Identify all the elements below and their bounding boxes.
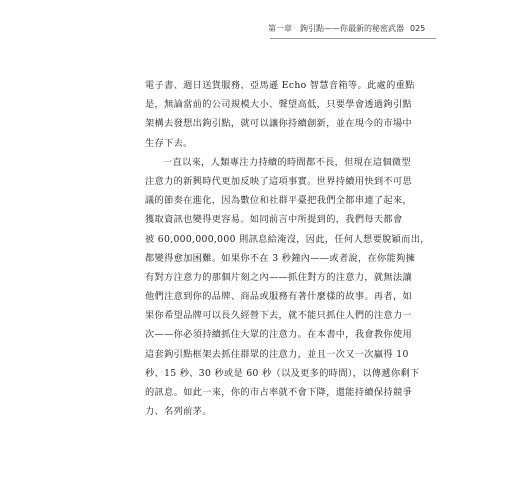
text-line: 他們注意到你的品牌、商品或服務有著什麼樣的故事。再者，如	[145, 291, 413, 303]
page-header	[0, 23, 520, 37]
text-line: 都變得愈加困難。如果你不在 3 秒鐘內——或者說，在你能夠擁	[145, 252, 416, 264]
header-rule	[270, 38, 436, 39]
text-line: 生存下去。	[145, 137, 193, 149]
text-line: 果你希望品牌可以長久經營下去，就不能只抓住人們的注意力一	[145, 310, 413, 322]
text-line: 有對方注意力的那個片刻之內——抓住對方的注意力，就無法讓	[145, 271, 413, 283]
text-line: 注意力的新興時代更加反映了這項事實。世界持續用快到不可思	[145, 175, 413, 187]
text-line: 被 60,000,000,000 則訊息給淹沒，因此，任何人想要脫穎而出，	[145, 233, 430, 245]
text-line: 力、名列前茅。	[145, 406, 212, 418]
text-line: 獲取資訊也變得更容易。如同前言中所提到的，我們每天都會	[145, 214, 403, 226]
running-head: 第一章 鉤引點——你最新的秘密武器	[268, 24, 404, 33]
text-line: 的訊息。如此一來，你的市占率就不會下降，還能持續保持競爭	[145, 387, 413, 398]
text-line: 架構去發想出鉤引點，就可以讓你持續創新，並在現今的市場中	[145, 118, 413, 130]
text-line: 一直以來，人類專注力持續的時間都不長，但現在這個微型	[163, 156, 411, 168]
body-text	[145, 76, 430, 421]
text-line: 議的節奏在進化，因為數位和社群平臺把我們全都串連了起來，	[145, 195, 413, 207]
text-line: 這套鉤引點框架去抓住群眾的注意力，並且一次又一次贏得 10	[145, 348, 409, 360]
text-line: 是，無論當前的公司規模大小、聲望高低，只要學會透過鉤引點	[145, 99, 413, 111]
text-line: 秒、15 秒、30 秒或是 60 秒（以及更多的時間），以傳遞你剩下	[145, 367, 420, 379]
text-line: 次——你必須持續抓住大眾的注意力。在本書中，我會教你使用	[145, 329, 413, 341]
page-number: 025	[410, 24, 426, 33]
text-line: 電子書、週日送貨服務、亞馬遜 Echo 智慧音箱等。此處的重點	[145, 80, 415, 91]
